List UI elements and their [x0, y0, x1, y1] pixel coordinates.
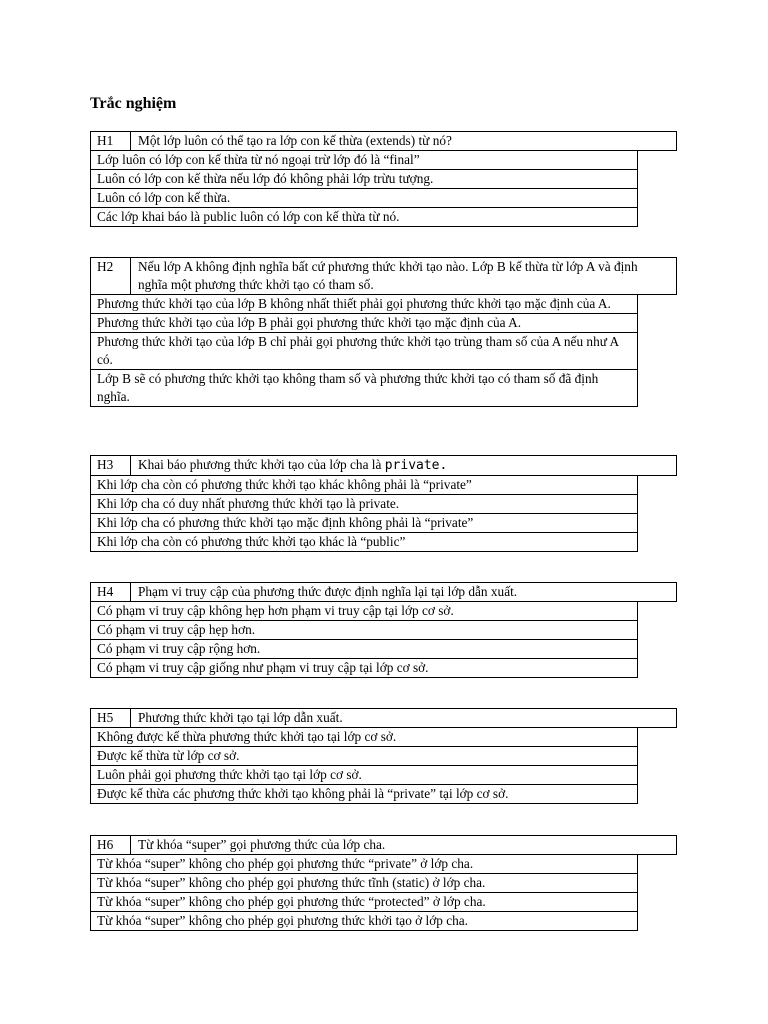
- question-header: [90, 835, 677, 855]
- question-header: [90, 455, 677, 476]
- question-header: [90, 582, 677, 602]
- answer-option[interactable]: Có phạm vi truy cập rộng hơn.: [90, 640, 638, 659]
- answer-option[interactable]: Từ khóa “super” không cho phép gọi phương thức tĩnh (static) ở lớp cha.: [90, 874, 638, 893]
- question-number: H3: [91, 456, 131, 475]
- question-text: Phạm vi truy cập của phương thức được định nghĩa lại tại lớp dẫn xuất.: [138, 584, 518, 599]
- answer-option[interactable]: Lớp B sẽ có phương thức khởi tạo không tham số và phương thức khởi tạo có tham số đã định nghĩa.: [90, 370, 638, 407]
- question-header: [90, 257, 677, 295]
- answer-option[interactable]: Khi lớp cha có phương thức khởi tạo mặc định không phải là “private”: [90, 514, 638, 533]
- question-block-h3: [90, 455, 677, 552]
- question-block-h5: [90, 708, 677, 804]
- question-text: Phương thức khởi tạo tại lớp dẫn xuất.: [138, 710, 343, 725]
- answer-option[interactable]: Khi lớp cha còn có phương thức khởi tạo khác là “public”: [90, 533, 638, 552]
- answer-option[interactable]: Từ khóa “super” không cho phép gọi phương thức “private” ở lớp cha.: [90, 855, 638, 874]
- answer-option[interactable]: Phương thức khởi tạo của lớp B phải gọi phương thức khởi tạo mặc định của A.: [90, 314, 638, 333]
- answer-option[interactable]: Không được kế thừa phương thức khởi tạo tại lớp cơ sở.: [90, 728, 638, 747]
- question-text: Nếu lớp A không định nghĩa bất cứ phương thức khởi tạo nào. Lớp B kế thừa từ lớp A và định nghĩa một phương thức khởi tạo có tham số.: [138, 259, 638, 292]
- question-text: Một lớp luôn có thể tạo ra lớp con kế thừa (extends) từ nó?: [138, 133, 452, 148]
- question-block-h6: [90, 835, 677, 931]
- answer-options: [90, 855, 638, 931]
- answer-option[interactable]: Có phạm vi truy cập hẹp hơn.: [90, 621, 638, 640]
- answer-option[interactable]: Được kế thừa từ lớp cơ sở.: [90, 747, 638, 766]
- answer-option[interactable]: Khi lớp cha có duy nhất phương thức khởi tạo là private.: [90, 495, 638, 514]
- answer-options: [90, 602, 638, 678]
- answer-option[interactable]: Luôn có lớp con kế thừa nếu lớp đó không phải lớp trừu tượng.: [90, 170, 638, 189]
- question-text: Từ khóa “super” gọi phương thức của lớp cha.: [138, 837, 386, 852]
- question-header: [90, 131, 677, 151]
- answer-option[interactable]: Các lớp khai báo là public luôn có lớp con kế thừa từ nó.: [90, 208, 638, 227]
- answer-options: [90, 476, 638, 552]
- answer-option[interactable]: Luôn phải gọi phương thức khởi tạo tại lớp cơ sở.: [90, 766, 638, 785]
- question-number: H5: [91, 709, 131, 727]
- answer-option[interactable]: Từ khóa “super” không cho phép gọi phương thức khởi tạo ở lớp cha.: [90, 912, 638, 931]
- answer-option[interactable]: Phương thức khởi tạo của lớp B không nhất thiết phải gọi phương thức khởi tạo mặc định của A.: [90, 295, 638, 314]
- answer-options: [90, 295, 638, 407]
- question-text: Khai báo phương thức khởi tạo của lớp cha là private.: [138, 457, 448, 473]
- page-title: Trắc nghiệm: [90, 95, 177, 112]
- answer-option[interactable]: Được kế thừa các phương thức khởi tạo không phải là “private” tại lớp cơ sở.: [90, 785, 638, 804]
- question-block-h2: [90, 257, 677, 407]
- answer-option[interactable]: Từ khóa “super” không cho phép gọi phương thức “protected” ở lớp cha.: [90, 893, 638, 912]
- question-number: H1: [91, 132, 131, 150]
- code-keyword: private.: [384, 458, 448, 473]
- answer-option[interactable]: Có phạm vi truy cập giống như phạm vi truy cập tại lớp cơ sở.: [90, 659, 638, 678]
- question-number: H2: [91, 258, 131, 294]
- answer-options: [90, 151, 638, 227]
- question-block-h4: [90, 582, 677, 678]
- question-block-h1: [90, 131, 677, 227]
- answer-options: [90, 728, 638, 804]
- question-header: [90, 708, 677, 728]
- question-number: H4: [91, 583, 131, 601]
- question-number: H6: [91, 836, 131, 854]
- answer-option[interactable]: Có phạm vi truy cập không hẹp hơn phạm vi truy cập tại lớp cơ sở.: [90, 602, 638, 621]
- answer-option[interactable]: Luôn có lớp con kế thừa.: [90, 189, 638, 208]
- answer-option[interactable]: Khi lớp cha còn có phương thức khởi tạo khác không phải là “private”: [90, 476, 638, 495]
- answer-option[interactable]: Lớp luôn có lớp con kế thừa từ nó ngoại trừ lớp đó là “final”: [90, 151, 638, 170]
- answer-option[interactable]: Phương thức khởi tạo của lớp B chỉ phải gọi phương thức khởi tạo trùng tham số của A nếu như A có.: [90, 333, 638, 370]
